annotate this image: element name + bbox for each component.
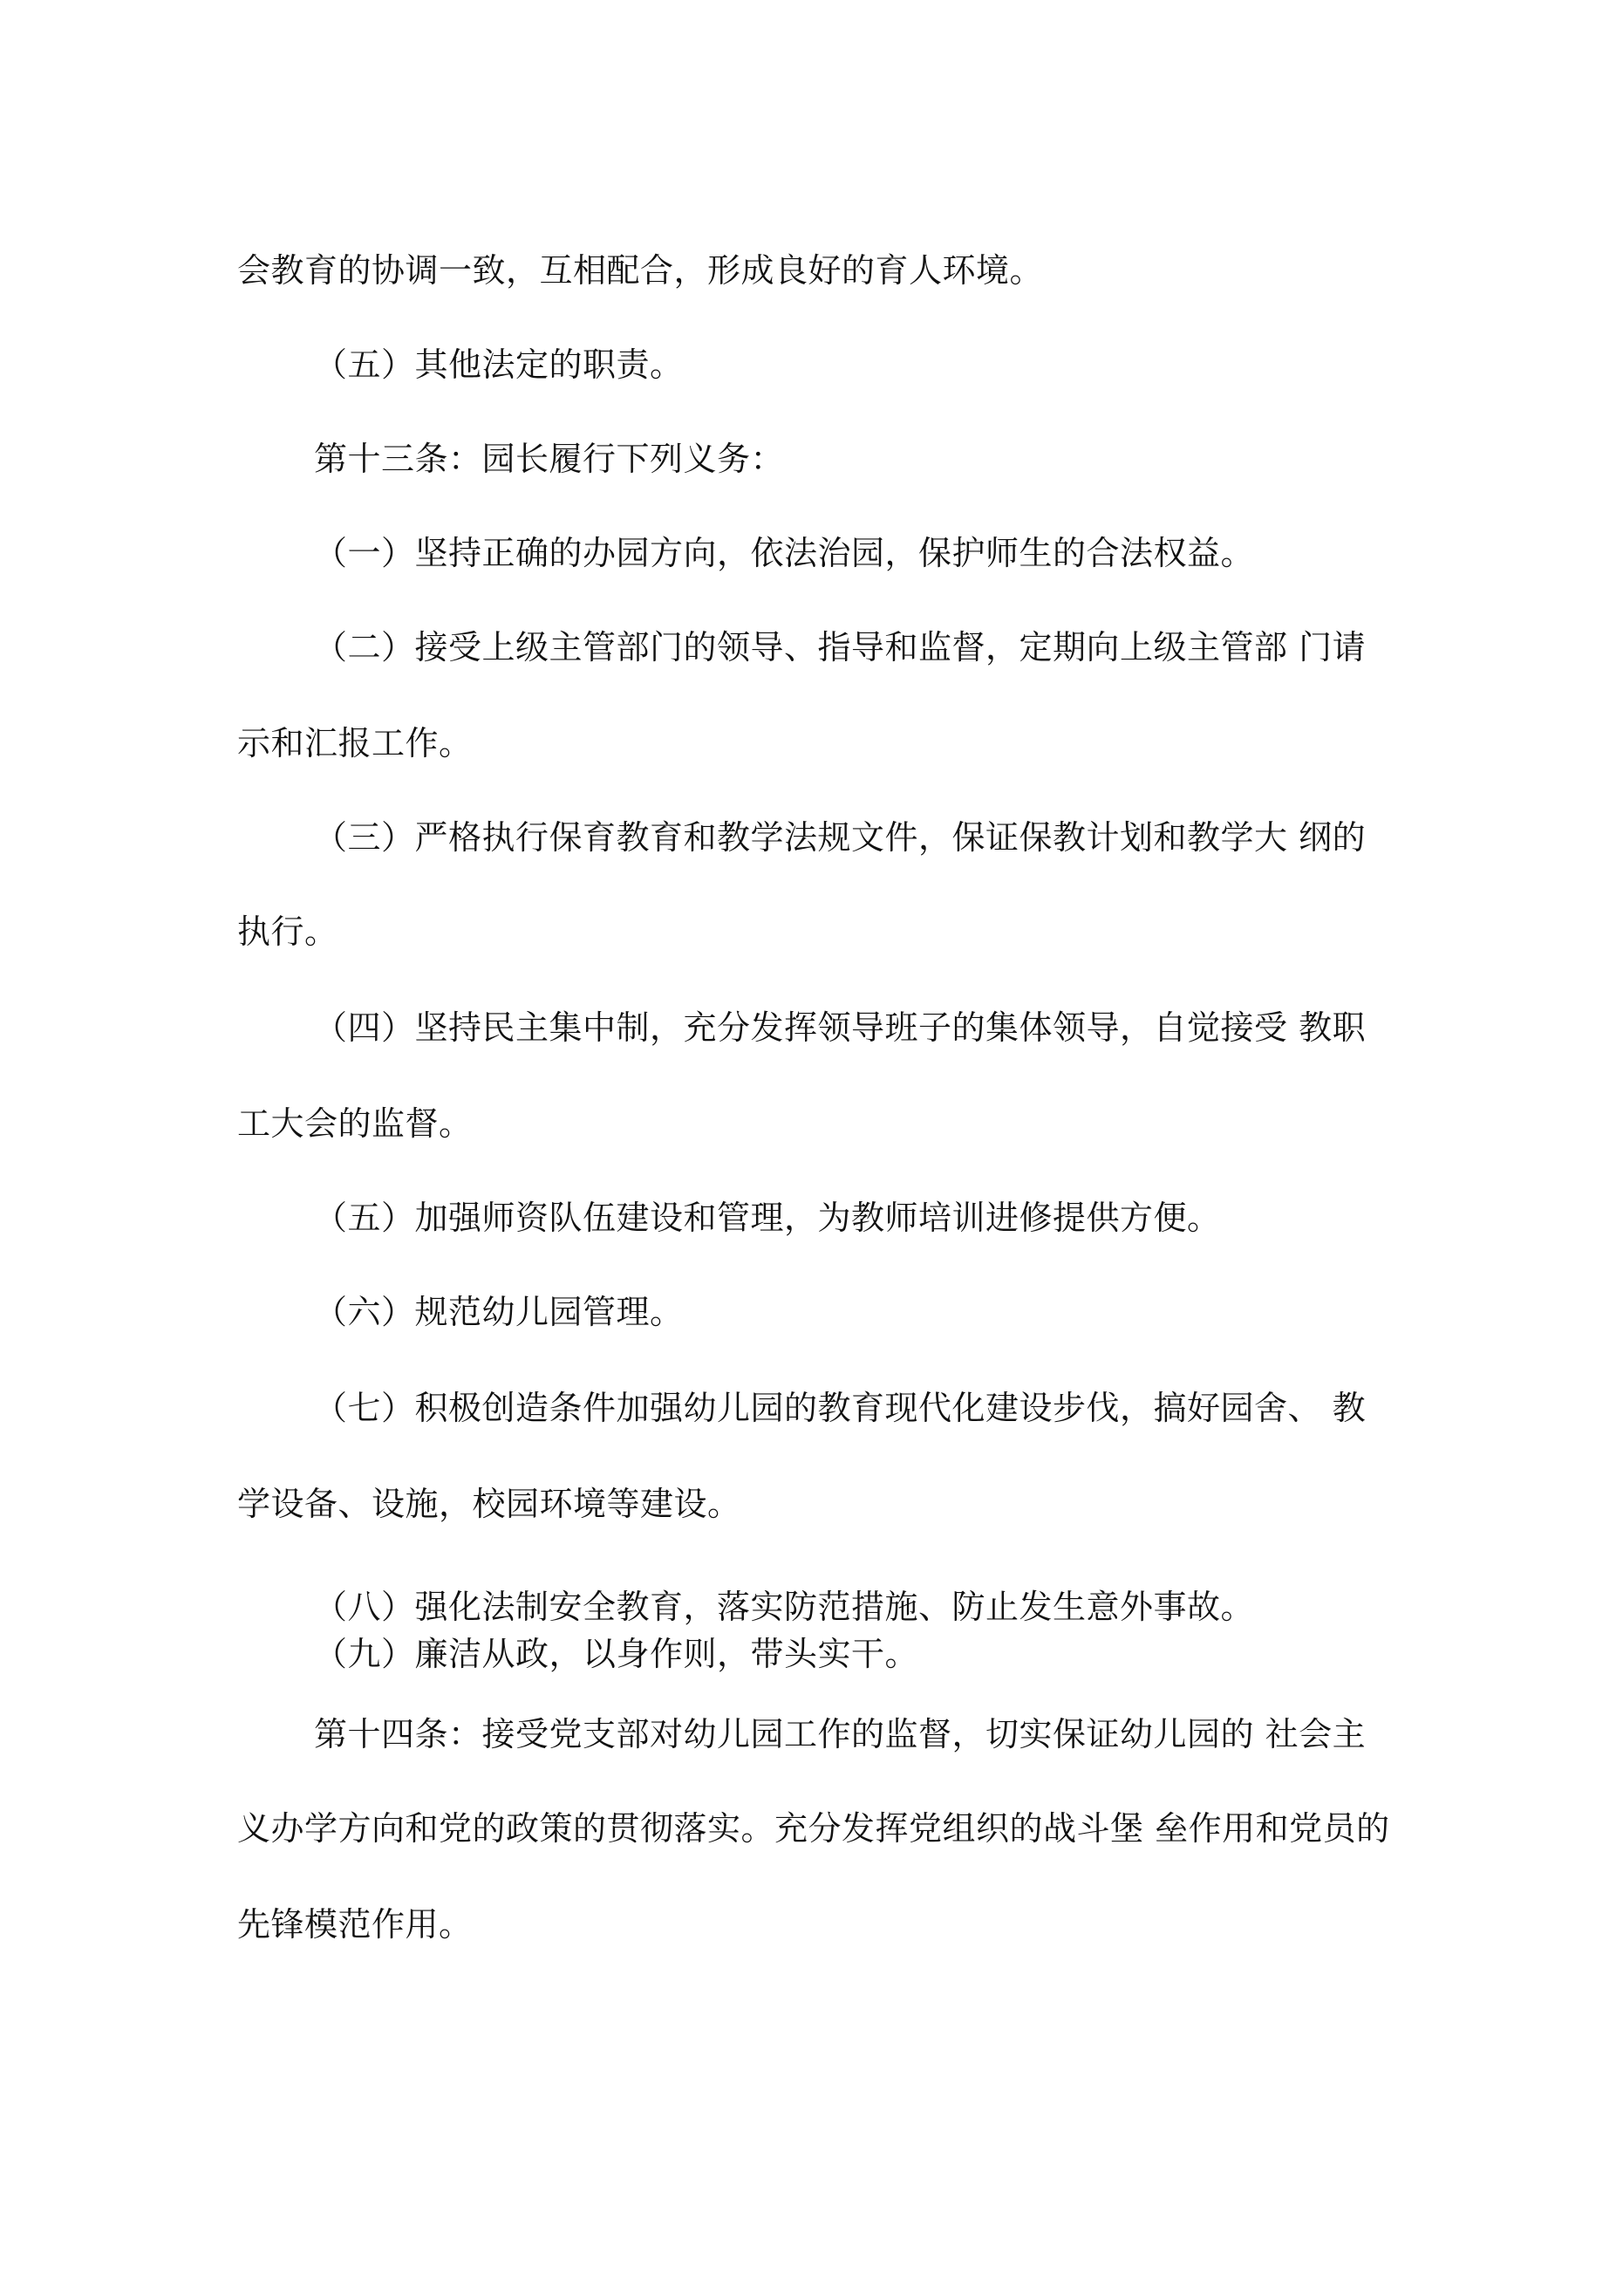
text-line-11: （五）加强师资队伍建设和管理，为教师培训进修提供方便。	[314, 1199, 1221, 1237]
text-line-13: （七）积极创造条件加强幼儿园的教育现代化建设步伐，搞好园舍、 教	[314, 1389, 1367, 1427]
text-line-4: （一）坚持正确的办园方向，依法治园，保护师生的合法权益。	[314, 534, 1255, 572]
text-line-1: 会教育的协调一致，互相配合，形成良好的育人环境。	[237, 251, 1044, 290]
text-line-16: （九）廉洁从政，以身作则，带头实干。	[314, 1635, 919, 1673]
text-line-6: 示和汇报工作。	[237, 724, 473, 762]
text-line-10: 工大会的监督。	[237, 1104, 473, 1143]
article-14-heading: 第十四条：接受党支部对幼儿园工作的监督，切实保证幼儿园的 社会主	[314, 1715, 1367, 1753]
text-line-19: 先锋模范作用。	[237, 1905, 473, 1944]
text-line-5: （二）接受上级主管部门的领导、指导和监督，定期向上级主管部 门请	[314, 628, 1367, 666]
text-line-15: （八）强化法制安全教育，落实防范措施、防止发生意外事故。	[314, 1588, 1255, 1626]
article-13-heading: 第十三条：园长履行下列义务：	[314, 440, 785, 478]
text-line-14: 学设备、设施，校园环境等建设。	[237, 1485, 741, 1523]
text-line-8: 执行。	[237, 912, 338, 951]
text-line-7: （三）严格执行保育教育和教学法规文件，保证保教计划和教学大 纲的	[314, 818, 1367, 857]
text-line-12: （六）规范幼儿园管理。	[314, 1293, 684, 1331]
text-line-18: 义办学方向和党的政策的贯彻落实。充分发挥党组织的战斗堡 垒作用和党员的	[237, 1809, 1390, 1848]
text-line-2: （五）其他法定的职责。	[314, 345, 684, 384]
text-line-9: （四）坚持民主集中制，充分发挥领导班子的集体领导，自觉接受 教职	[314, 1008, 1367, 1047]
